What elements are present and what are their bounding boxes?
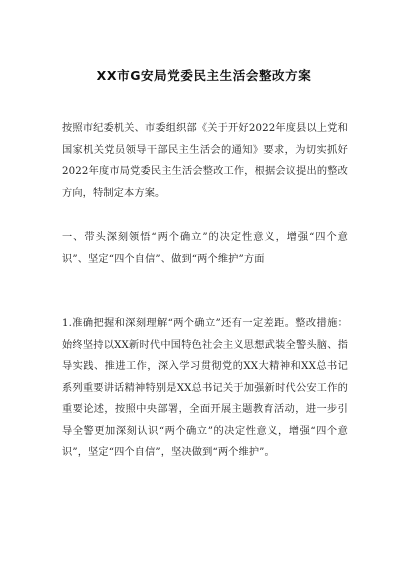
intro-paragraph: 按照市纪委机关、市委组织部《关于开好2022年度县以上党和国家机关党员领导干部民主生活会的通知》要求，为切实抓好2022年度市局党委民主生活会整改工作，根据会议提出的整改方向，特制定本方案。 (62, 123, 348, 199)
measure-paragraph-one: 1.准确把握和深刻理解“两个确立”还有一定差距。整改措施：始终坚持以XX新时代中国特色社会主义思想武装全警头脑、指导实践、推进工作，深入学习贯彻党的XX大精神和XX总书记系列重要讲话精神特别是XX总书记关于加强新时代公安工作的重要论述，按照中央部署，全面开展主题教育活动，进一步引导全警更加深刻认识“两个确立”的决定性意义，增强“四个意识”，坚定“四个自信”，坚决做到“两个维护”。 (62, 318, 348, 458)
document-title: XX市G安局党委民主生活会整改方案 (96, 68, 312, 83)
section-heading-one: 一、带头深刻领悟“两个确立”的决定性意义，增强“四个意识”、坚定“四个自信”、做到“两个维护”方面 (62, 232, 348, 265)
